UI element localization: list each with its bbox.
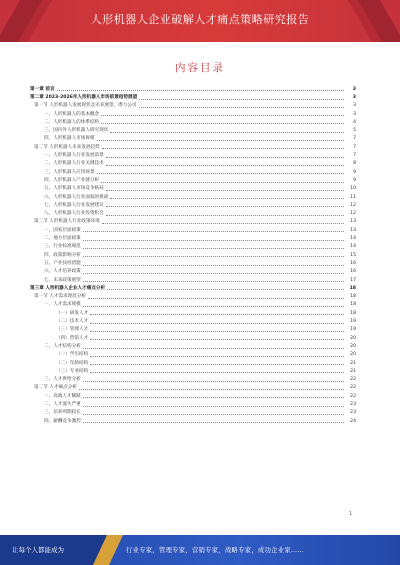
- toc-entry[interactable]: [30, 267, 356, 275]
- toc-entry[interactable]: [30, 233, 356, 241]
- toc-entry[interactable]: [30, 159, 356, 167]
- toc-entry-page: 15: [350, 252, 356, 258]
- toc-entry-page: 18: [350, 302, 356, 308]
- toc-leader-dots: [83, 273, 344, 274]
- toc-entry-label: 七、未来政策展望: [44, 277, 81, 283]
- toc-entry-label: （二）技术人才: [56, 319, 89, 325]
- toc-leader-dots: [83, 422, 344, 423]
- toc-entry[interactable]: [30, 391, 356, 399]
- toc-entry[interactable]: [30, 142, 356, 150]
- toc-entry-label: 二、地方层面政策: [44, 236, 81, 242]
- toc-entry[interactable]: [30, 117, 356, 125]
- toc-entry[interactable]: [30, 217, 356, 225]
- toc-entry-label: 第二章 2023-2026年人形机器人市场前景趋势展望: [30, 95, 138, 100]
- toc-leader-dots: [106, 157, 344, 158]
- toc-entry[interactable]: [30, 134, 356, 142]
- toc-entry-page: 8: [353, 161, 356, 167]
- toc-entry-page: 22: [350, 377, 356, 383]
- toc-entry-page: 3: [352, 95, 356, 100]
- toc-leader-dots: [83, 281, 344, 282]
- toc-entry-label: 一、人才需求规模: [44, 302, 81, 308]
- toc-entry[interactable]: [30, 192, 356, 200]
- toc-leader-dots: [110, 198, 344, 199]
- toc-entry-label: （三）管理人才: [56, 327, 89, 333]
- toc-entry-label: 六、人才培养政策: [44, 269, 81, 275]
- toc-entry[interactable]: [30, 250, 356, 258]
- toc-entry[interactable]: [30, 275, 356, 283]
- toc-entry-page: 7: [353, 144, 356, 150]
- toc-entry[interactable]: [30, 184, 356, 192]
- toc-entry-label: 四、薪酬竞争激烈: [44, 418, 81, 424]
- toc-entry-label: 一、人形机器人行业发展前景: [44, 153, 104, 159]
- toc-entry-label: 三、人形机器人应用场景: [44, 169, 95, 175]
- toc-leader-dots: [83, 256, 344, 257]
- toc-entry-page: 7: [353, 153, 356, 159]
- toc-entry-page: 17: [350, 277, 356, 283]
- toc-leader-dots: [83, 348, 344, 349]
- toc-entry[interactable]: [30, 358, 356, 366]
- toc-entry-label: 三、培养周期较长: [44, 410, 81, 416]
- toc-entry-label: 三、国内外人形机器人研究现状: [44, 128, 109, 134]
- toc-entry-label: 一、人形机器人的基本概念: [44, 111, 100, 117]
- footer-slogan-right: 行业专家，管理专家，营销专家，战略专家，成功企业家……: [126, 547, 305, 554]
- toc-entry-page: 3: [353, 103, 356, 109]
- toc-entry-label: 八、人形机器人行业投资机会: [44, 211, 104, 217]
- toc-entry-label: 四、政策影响分析: [44, 252, 81, 258]
- toc-leader-dots: [102, 148, 344, 149]
- toc-entry-label: 三、人才供给分析: [44, 377, 81, 383]
- toc-entry-page: 11: [350, 194, 356, 200]
- toc-leader-dots: [79, 389, 344, 390]
- toc-leader-dots: [90, 331, 344, 332]
- toc-entry[interactable]: [30, 208, 356, 216]
- toc-leader-dots: [101, 123, 344, 124]
- toc-entry-page: 20: [350, 352, 356, 358]
- toc-entry-label: 二、人形机器人的体系结构: [44, 119, 100, 125]
- toc-entry-page: 21: [350, 368, 356, 374]
- toc-entry[interactable]: [30, 150, 356, 158]
- toc-entry-page: 10: [350, 186, 356, 192]
- toc-entry-label: （四）营销人才: [56, 335, 89, 341]
- toc-leader-dots: [139, 107, 344, 108]
- toc-entry-label: 第一章 前言: [30, 86, 55, 92]
- toc-entry-label: 四、人形机器人市场规模: [44, 136, 95, 142]
- toc-leader-dots: [83, 240, 344, 241]
- toc-entry-label: （三）专业结构: [56, 368, 89, 374]
- toc-entry[interactable]: [30, 408, 356, 416]
- toc-entry[interactable]: [30, 283, 356, 291]
- toc-entry-page: 21: [350, 360, 356, 366]
- toc-leader-dots: [83, 397, 344, 398]
- toc-leader-dots: [106, 165, 344, 166]
- toc-entry-page: 23: [350, 410, 356, 416]
- toc-leader-dots: [101, 115, 344, 116]
- toc-entry-page: 13: [350, 227, 356, 233]
- toc-leader-dots: [102, 223, 344, 224]
- toc-entry-label: 五、人形机器人市场竞争格局: [44, 186, 104, 192]
- toc-entry-label: 第三章 人形机器人企业人才痛点分析: [30, 285, 106, 291]
- toc-entry-page: 3: [352, 86, 356, 92]
- toc-leader-dots: [110, 132, 344, 133]
- toc-entry[interactable]: [30, 225, 356, 233]
- toc-entry-label: 第一节 人才需求现状分析: [34, 294, 86, 300]
- toc-entry-page: 19: [350, 319, 356, 325]
- toc-entry-page: 9: [353, 177, 356, 183]
- toc-entry-label: 二、人才流失严重: [44, 401, 81, 407]
- toc-leader-dots: [57, 90, 344, 91]
- toc-leader-dots: [83, 381, 344, 382]
- toc-leader-dots: [83, 248, 344, 249]
- toc-entry-page: 12: [350, 211, 356, 217]
- report-title: 人形机器人企业破解人才痛点策略研究报告: [90, 13, 310, 26]
- toc-entry-label: 七、人形机器人行业发展建议: [44, 202, 104, 208]
- toc-entry[interactable]: [30, 399, 356, 407]
- toc-entry-page: 7: [353, 136, 356, 142]
- toc-entry[interactable]: [30, 316, 356, 324]
- toc-leader-dots: [106, 190, 344, 191]
- toc-entry[interactable]: [30, 300, 356, 308]
- toc-entry-page: 4: [353, 119, 356, 125]
- toc-leader-dots: [83, 306, 344, 307]
- page-number: 1: [348, 511, 352, 517]
- toc-entry[interactable]: [30, 200, 356, 208]
- toc-entry[interactable]: [30, 175, 356, 183]
- toc-entry-label: （一）学历结构: [56, 352, 89, 358]
- toc-entry-page: 16: [350, 269, 356, 275]
- toc-entry[interactable]: [30, 350, 356, 358]
- toc-entry-label: 一、高端人才稀缺: [44, 393, 81, 399]
- toc-leader-dots: [90, 314, 344, 315]
- toc-leader-dots: [90, 372, 344, 373]
- toc-entry[interactable]: [30, 84, 356, 92]
- toc-leader-dots: [90, 323, 344, 324]
- toc-entry[interactable]: [30, 125, 356, 133]
- toc-leader-dots: [83, 406, 344, 407]
- toc-leader-dots: [97, 173, 344, 174]
- toc-entry[interactable]: [30, 167, 356, 175]
- toc-entry-page: 18: [350, 310, 356, 316]
- toc-entry-label: （一）研发人才: [56, 310, 89, 316]
- toc-leader-dots: [90, 339, 344, 340]
- toc-entry-label: 四、人形机器人产业链分析: [44, 177, 100, 183]
- toc-entry-page: 3: [353, 111, 356, 117]
- footer-banner: [0, 535, 400, 565]
- toc-entry-label: 第一节 人形机器人发展现状及未来展望，潜力公司: [34, 103, 137, 109]
- toc-entry-page: 13: [350, 219, 356, 225]
- toc-leader-dots: [106, 215, 344, 216]
- toc-entry-label: 三、行业标准规范: [44, 244, 81, 250]
- toc-entry[interactable]: [30, 325, 356, 333]
- toc-entry[interactable]: [30, 374, 356, 382]
- toc-entry-page: 20: [350, 343, 356, 349]
- toc-entry-page: 16: [350, 260, 356, 266]
- toc-entry-page: 12: [350, 202, 356, 208]
- toc-leader-dots: [83, 414, 344, 415]
- header-banner: [0, 0, 400, 42]
- toc-entry[interactable]: [30, 109, 356, 117]
- toc-entry-label: 第二节 人才痛点分析: [34, 385, 77, 391]
- toc-entry-label: 五、产业扶持措施: [44, 260, 81, 266]
- toc-entry-page: 24: [350, 418, 356, 424]
- toc-leader-dots: [88, 298, 344, 299]
- toc-entry-label: 二、人才结构分析: [44, 343, 81, 349]
- toc-leader-dots: [83, 231, 344, 232]
- toc-entry-page: 22: [350, 385, 356, 391]
- toc-entry-page: 19: [350, 327, 356, 333]
- toc-entry[interactable]: [30, 242, 356, 250]
- toc-entry-page: 18: [349, 285, 356, 291]
- toc-entry[interactable]: [30, 416, 356, 424]
- toc-entry-page: 22: [350, 393, 356, 399]
- toc-entry[interactable]: [30, 258, 356, 266]
- toc-entry-page: 14: [350, 244, 356, 250]
- toc-entry-page: 20: [350, 335, 356, 341]
- toc-leader-dots: [101, 182, 344, 183]
- toc-entry[interactable]: [30, 383, 356, 391]
- toc-entry[interactable]: [30, 308, 356, 316]
- toc-entry-label: 二、人形机器人行业关键技术: [44, 161, 104, 167]
- toc-entry-page: 18: [350, 294, 356, 300]
- toc-entry-page: 5: [353, 128, 356, 134]
- toc-entry-page: 14: [350, 236, 356, 242]
- toc-entry-label: 第二节 人形机器人未来发展趋势: [34, 144, 100, 150]
- toc-leader-dots: [107, 289, 344, 290]
- toc-leader-dots: [83, 265, 344, 266]
- toc-entry-page: 23: [350, 401, 356, 407]
- toc-entry[interactable]: [30, 333, 356, 341]
- toc-entry[interactable]: [30, 101, 356, 109]
- toc-heading: 内容目录: [175, 62, 225, 74]
- toc-entry-label: 一、国家层面政策: [44, 227, 81, 233]
- toc-entry[interactable]: [30, 341, 356, 349]
- toc-leader-dots: [139, 99, 344, 100]
- toc-leader-dots: [97, 140, 344, 141]
- toc-entry-label: 第三节 人形机器人行业政策环境: [34, 219, 100, 225]
- toc-entry-label: （二）年龄结构: [56, 360, 89, 366]
- toc-entry-page: 9: [353, 169, 356, 175]
- toc-leader-dots: [90, 356, 344, 357]
- toc-entry-label: 六、人形机器人行业面临的挑战: [44, 194, 109, 200]
- toc-entry[interactable]: [30, 291, 356, 299]
- footer-slogan-left: 让每个人都能成为: [12, 546, 64, 554]
- toc-leader-dots: [90, 364, 344, 365]
- toc-entry[interactable]: [30, 366, 356, 374]
- toc-leader-dots: [106, 206, 344, 207]
- table-of-contents: [30, 84, 356, 424]
- toc-entry[interactable]: [30, 92, 356, 100]
